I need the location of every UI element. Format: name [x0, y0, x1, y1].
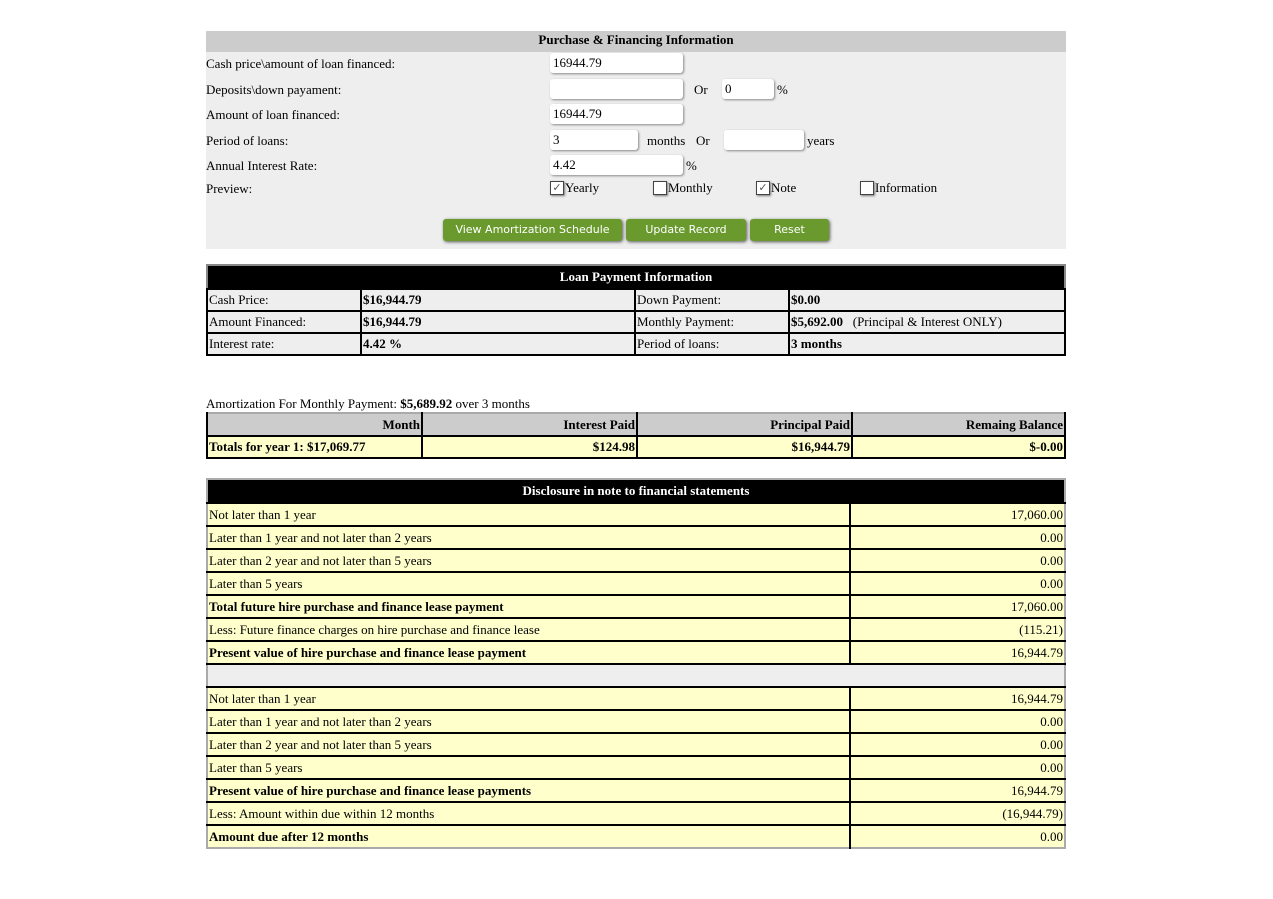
loan-amount-row — [206, 104, 1066, 126]
preview-yearly-checkbox[interactable] — [550, 180, 599, 196]
down-payment-row — [206, 79, 1066, 101]
loan-info-row — [207, 311, 1065, 333]
column-header-interest-paid: Interest Paid — [422, 413, 637, 436]
disclosure-row-value: (16,944.79) — [850, 802, 1065, 825]
loan-info-value: $0.00 — [791, 292, 821, 307]
cash-price-label: Cash price\amount of loan financed: — [206, 56, 396, 71]
disclosure-row — [207, 641, 1065, 664]
disclosure-row-label: Present value of hire purchase and finance lease payments — [207, 779, 850, 802]
totals-principal-paid: $16,944.79 — [637, 436, 852, 458]
totals-label: Totals for year 1: $17,069.77 — [207, 436, 422, 458]
disclosure-row — [207, 802, 1065, 825]
disclosure-row-label: Less: Future finance charges on hire purchase and finance lease — [207, 618, 850, 641]
period-or-label: Or — [696, 133, 710, 148]
disclosure-row-value: 0.00 — [850, 549, 1065, 572]
disclosure-divider-cell — [207, 664, 1065, 687]
down-payment-input[interactable] — [550, 79, 683, 99]
disclosure-row-value: 0.00 — [850, 756, 1065, 779]
disclosure-row-label: Total future hire purchase and finance lease payment — [207, 595, 850, 618]
period-row — [206, 130, 1066, 152]
disclosure-row-label: Later than 2 year and not later than 5 years — [207, 549, 850, 572]
amortization-payment: $5,689.92 — [400, 396, 453, 411]
view-amortization-schedule-button[interactable]: View Amortization Schedule — [443, 219, 622, 241]
loan-info-value: 4.42 % — [361, 333, 635, 355]
loan-info-row — [207, 333, 1065, 355]
preview-note-checkbox[interactable] — [756, 180, 796, 196]
disclosure-table — [206, 478, 1066, 849]
loan-info-value: $16,944.79 — [361, 289, 635, 311]
preview-monthly-label: Monthly — [668, 180, 713, 195]
loan-amount-label: Amount of loan financed: — [206, 107, 340, 122]
disclosure-row-label: Amount due after 12 months — [207, 825, 850, 848]
checkbox-checked-icon[interactable]: ✓ — [756, 181, 770, 195]
loan-info-label: Monthly Payment: — [635, 311, 789, 333]
disclosure-row-value: 0.00 — [850, 825, 1065, 848]
preview-information-checkbox[interactable] — [860, 180, 937, 196]
loan-payment-info-title: Loan Payment Information — [207, 265, 1065, 289]
disclosure-row-value: 0.00 — [850, 733, 1065, 756]
disclosure-row — [207, 595, 1065, 618]
loan-info-value: $5,692.00 — [791, 314, 843, 329]
amortization-table — [206, 412, 1066, 459]
disclosure-row-value: 0.00 — [850, 526, 1065, 549]
checkbox-unchecked-icon[interactable] — [653, 181, 667, 195]
checkbox-unchecked-icon[interactable] — [860, 181, 874, 195]
down-payment-percent-input[interactable]: 0 — [722, 79, 774, 99]
totals-remaining-balance: $-0.00 — [852, 436, 1065, 458]
loan-info-value-cell — [789, 333, 1065, 355]
disclosure-row — [207, 503, 1065, 526]
period-months-unit: months — [647, 133, 686, 148]
period-label: Period of loans: — [206, 133, 289, 148]
disclosure-row — [207, 687, 1065, 710]
disclosure-row — [207, 825, 1065, 848]
period-months-input[interactable]: 3 — [550, 130, 638, 150]
amortization-caption — [206, 396, 530, 412]
purchase-financing-form — [206, 31, 1066, 249]
form-title: Purchase & Financing Information — [206, 31, 1066, 52]
loan-info-value: 3 months — [791, 336, 842, 351]
disclosure-row-label: Later than 5 years — [207, 572, 850, 595]
totals-interest-paid: $124.98 — [422, 436, 637, 458]
loan-info-value-cell — [789, 311, 1065, 333]
disclosure-row-value: 0.00 — [850, 710, 1065, 733]
loan-info-label: Cash Price: — [207, 289, 361, 311]
cash-price-input[interactable]: 16944.79 — [550, 53, 683, 73]
loan-amount-input[interactable]: 16944.79 — [550, 104, 683, 124]
loan-info-note: (Principal & Interest ONLY) — [852, 314, 1002, 329]
amortization-header-row — [207, 413, 1065, 436]
loan-payment-info-table — [206, 264, 1066, 356]
checkbox-checked-icon[interactable]: ✓ — [550, 181, 564, 195]
loan-info-value: $16,944.79 — [361, 311, 635, 333]
disclosure-section-divider — [207, 664, 1065, 687]
cash-price-row — [206, 53, 1066, 75]
preview-label: Preview: — [206, 181, 253, 196]
column-header-principal-paid: Principal Paid — [637, 413, 852, 436]
disclosure-row-label: Later than 1 year and not later than 2 years — [207, 710, 850, 733]
disclosure-row-label: Not later than 1 year — [207, 503, 850, 526]
preview-monthly-checkbox[interactable] — [653, 180, 713, 196]
disclosure-row-label: Not later than 1 year — [207, 687, 850, 710]
amortization-totals-row — [207, 436, 1065, 458]
down-payment-percent-unit: % — [777, 82, 788, 97]
loan-info-row — [207, 289, 1065, 311]
preview-information-label: Information — [875, 180, 938, 195]
down-payment-label: Deposits\down payament: — [206, 82, 342, 97]
period-years-unit: years — [807, 133, 835, 148]
disclosure-row — [207, 549, 1065, 572]
disclosure-row — [207, 756, 1065, 779]
disclosure-row-label: Later than 2 year and not later than 5 years — [207, 733, 850, 756]
preview-note-label: Note — [771, 180, 797, 195]
disclosure-row-value: 16,944.79 — [850, 687, 1065, 710]
loan-info-label: Period of loans: — [635, 333, 789, 355]
reset-button[interactable]: Reset — [750, 219, 829, 241]
loan-info-label: Interest rate: — [207, 333, 361, 355]
disclosure-row — [207, 526, 1065, 549]
disclosure-row — [207, 710, 1065, 733]
disclosure-row — [207, 733, 1065, 756]
disclosure-row — [207, 779, 1065, 802]
disclosure-row-value: 17,060.00 — [850, 595, 1065, 618]
disclosure-row-value: 16,944.79 — [850, 641, 1065, 664]
preview-row — [206, 178, 1066, 200]
loan-info-label: Down Payment: — [635, 289, 789, 311]
disclosure-row-value: (115.21) — [850, 618, 1065, 641]
disclosure-row-label: Less: Amount within due within 12 months — [207, 802, 850, 825]
disclosure-row-label: Later than 1 year and not later than 2 years — [207, 526, 850, 549]
interest-rate-label: Annual Interest Rate: — [206, 158, 318, 173]
interest-rate-input[interactable]: 4.42 — [550, 155, 683, 175]
period-years-input[interactable] — [724, 130, 804, 150]
disclosure-row-value: 0.00 — [850, 572, 1065, 595]
disclosure-row-label: Present value of hire purchase and finance lease payment — [207, 641, 850, 664]
disclosure-row — [207, 618, 1065, 641]
interest-rate-row — [206, 155, 1066, 177]
loan-info-value-cell — [789, 289, 1065, 311]
disclosure-row-value: 17,060.00 — [850, 503, 1065, 526]
amortization-caption-suffix: over 3 months — [455, 396, 530, 411]
loan-info-label: Amount Financed: — [207, 311, 361, 333]
disclosure-row — [207, 572, 1065, 595]
disclosure-row-value: 16,944.79 — [850, 779, 1065, 802]
preview-yearly-label: Yearly — [565, 180, 600, 195]
column-header-month: Month — [207, 413, 422, 436]
update-record-button[interactable]: Update Record — [626, 219, 746, 241]
column-header-remaining-balance: Remaing Balance — [852, 413, 1065, 436]
disclosure-row-label: Later than 5 years — [207, 756, 850, 779]
down-payment-or-label: Or — [694, 82, 708, 97]
amortization-caption-prefix: Amortization For Monthly Payment: — [206, 396, 398, 411]
disclosure-title: Disclosure in note to financial statements — [207, 479, 1065, 503]
interest-rate-unit: % — [686, 158, 697, 173]
